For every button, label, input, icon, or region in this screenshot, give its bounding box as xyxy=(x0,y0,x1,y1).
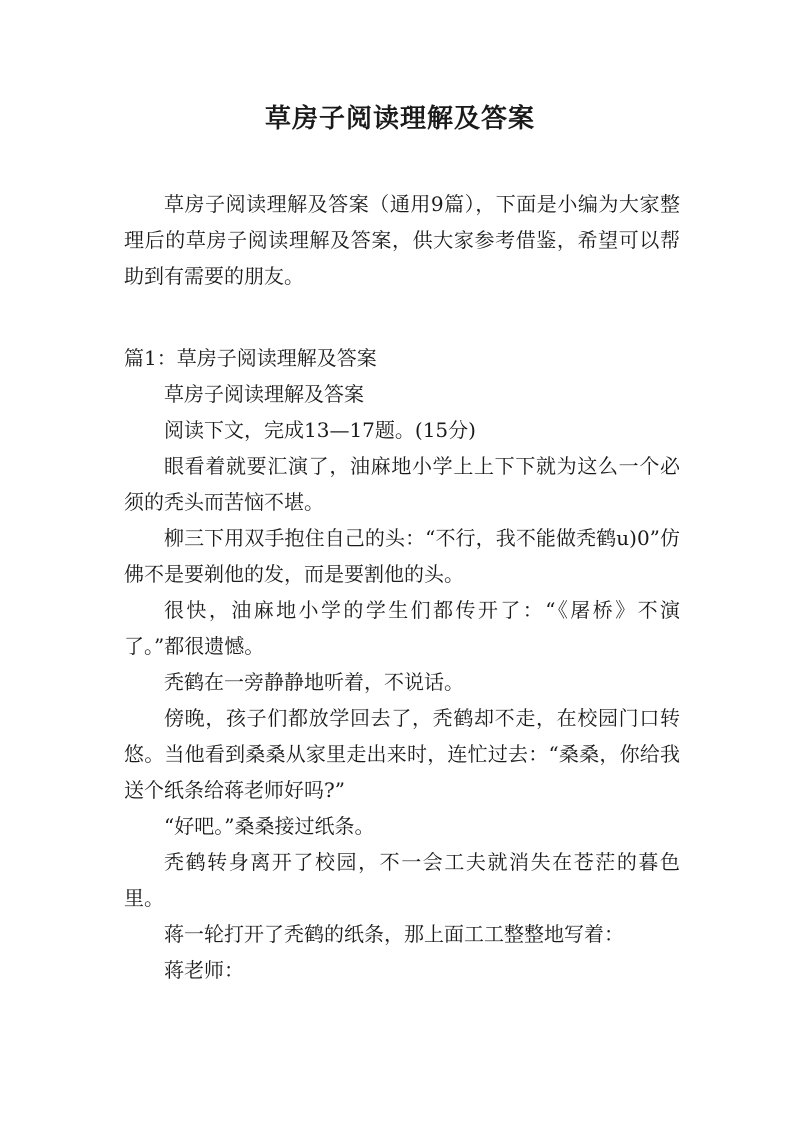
instruction: 阅读下文，完成13—17题。(15分) xyxy=(164,418,476,442)
paragraph: “好吧。”桑桑接过纸条。 xyxy=(164,814,375,838)
paragraph: 秃鹤转身离开了校园，不一会工夫就消失在苍茫的暮色里。 xyxy=(124,850,680,910)
paragraph: 蒋一轮打开了秃鹤的纸条，那上面工工整整地写着： xyxy=(164,922,624,946)
intro-paragraph xyxy=(124,186,680,294)
paragraph: 柳三下用双手抱住自己的头：“不行，我不能做秃鹤u)0”仿佛不是要剃他的发，而是要割他的头。 xyxy=(124,526,680,586)
document-title: 草房子阅读理解及答案 xyxy=(264,104,535,134)
paragraph: 很快，油麻地小学的学生们都传开了：“《屠桥》不演了。”都很遗憾。 xyxy=(124,598,680,658)
paragraph: 蒋老师： xyxy=(164,958,244,982)
subtitle: 草房子阅读理解及答案 xyxy=(164,382,364,406)
document-body xyxy=(124,340,680,988)
section-heading: 篇1：草房子阅读理解及答案 xyxy=(124,346,377,370)
intro-text: 草房子阅读理解及答案（通用9篇），下面是小编为大家整理后的草房子阅读理解及答案，供大家参考借鉴，希望可以帮助到有需要的朋友。 xyxy=(124,192,680,288)
paragraph: 秃鹤在一旁静静地听着，不说话。 xyxy=(164,670,464,694)
paragraph: 傍晚，孩子们都放学回去了，秃鹤却不走，在校园门口转悠。当他看到桑桑从家里走出来时，连忙过去：“桑桑，你给我送个纸条给蒋老师好吗?” xyxy=(124,706,680,802)
paragraph: 眼看着就要汇演了，油麻地小学上上下下就为这么一个必须的秃头而苦恼不堪。 xyxy=(124,454,680,514)
